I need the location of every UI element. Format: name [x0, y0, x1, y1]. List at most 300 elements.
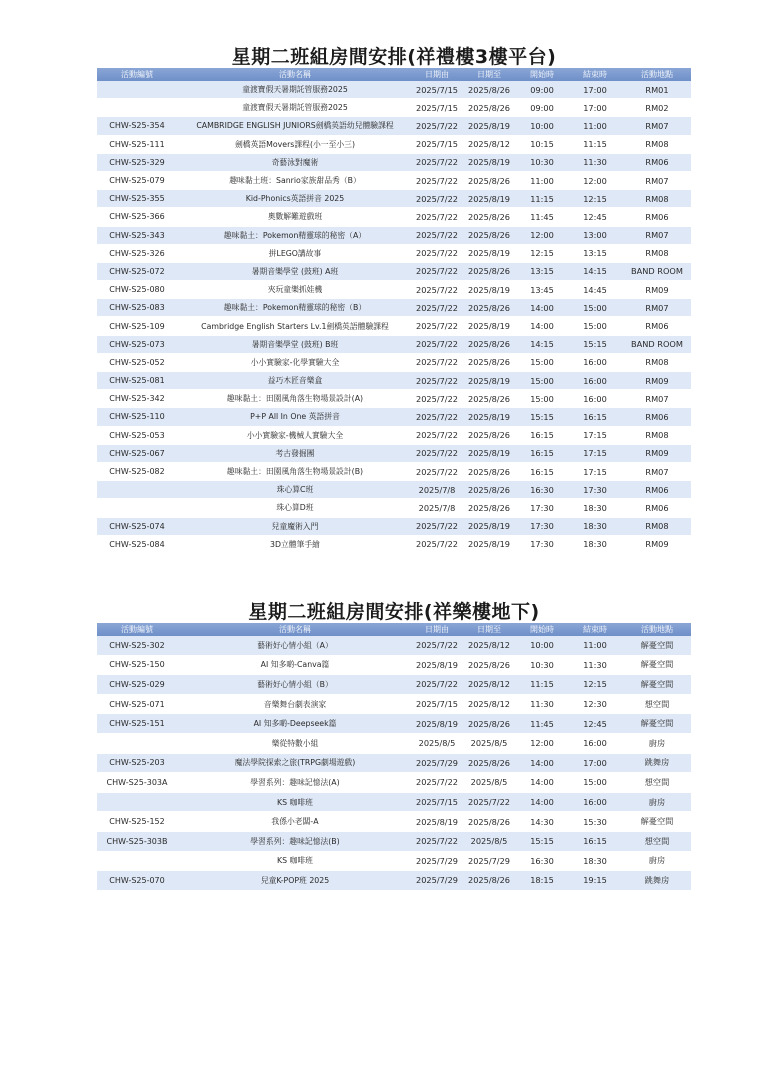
- cell-end-time: 17:30: [567, 481, 623, 499]
- cell-start-time: 14:30: [517, 812, 567, 832]
- cell-date-to: 2025/8/12: [461, 636, 517, 655]
- header-activity-code: 活動編號: [97, 623, 177, 636]
- cell-end-time: 11:30: [567, 655, 623, 675]
- cell-start-time: 10:00: [517, 636, 567, 655]
- table-row: [97, 99, 691, 117]
- cell-activity-code: [97, 733, 177, 753]
- table-row: [97, 851, 691, 871]
- cell-date-from: 2025/7/22: [413, 535, 461, 553]
- cell-start-time: 16:30: [517, 481, 567, 499]
- header-activity-name: 活動名稱: [177, 623, 413, 636]
- table-header-row: [97, 623, 691, 636]
- cell-date-to: 2025/8/19: [461, 517, 517, 535]
- cell-end-time: 11:00: [567, 117, 623, 135]
- table-row: [97, 773, 691, 793]
- cell-activity-name: 趣味黏土：田園風角落生物場景設計(A): [177, 390, 413, 408]
- cell-date-from: 2025/7/22: [413, 372, 461, 390]
- cell-activity-name: 藝術好心情小組（A）: [177, 636, 413, 655]
- cell-date-to: 2025/8/26: [461, 353, 517, 371]
- section-title: 星期二班組房間安排(祥禮樓3樓平台): [231, 46, 557, 68]
- cell-date-from: 2025/7/15: [413, 135, 461, 153]
- cell-date-from: 2025/7/8: [413, 499, 461, 517]
- cell-activity-code: CHW-S25-111: [97, 135, 177, 153]
- table-row: [97, 517, 691, 535]
- cell-start-time: 11:30: [517, 694, 567, 714]
- cell-start-time: 12:15: [517, 244, 567, 262]
- table-row: [97, 675, 691, 695]
- cell-start-time: 14:00: [517, 753, 567, 773]
- cell-location: RM06: [623, 153, 691, 171]
- cell-date-from: 2025/7/22: [413, 299, 461, 317]
- cell-activity-code: CHW-S25-080: [97, 281, 177, 299]
- cell-end-time: 18:30: [567, 535, 623, 553]
- cell-location: 想空間: [623, 773, 691, 793]
- cell-date-from: 2025/7/15: [413, 81, 461, 99]
- cell-location: RM06: [623, 499, 691, 517]
- cell-start-time: 14:00: [517, 317, 567, 335]
- cell-activity-name: 暑期音樂學堂 (鼓班) A班: [177, 262, 413, 280]
- cell-date-to: 2025/8/26: [461, 81, 517, 99]
- schedule-table: [97, 68, 691, 554]
- cell-activity-code: CHW-S25-343: [97, 226, 177, 244]
- cell-location: RM07: [623, 171, 691, 189]
- cell-date-to: 2025/8/12: [461, 135, 517, 153]
- cell-activity-name: CAMBRIDGE ENGLISH JUNIORS劍橋英語幼兒體驗課程: [177, 117, 413, 135]
- cell-end-time: 12:45: [567, 714, 623, 734]
- cell-end-time: 15:00: [567, 317, 623, 335]
- cell-date-to: 2025/8/19: [461, 535, 517, 553]
- cell-end-time: 12:15: [567, 190, 623, 208]
- cell-date-from: 2025/7/22: [413, 444, 461, 462]
- table-row: [97, 317, 691, 335]
- cell-activity-name: 小小實驗家-機械人實驗大全: [177, 426, 413, 444]
- cell-start-time: 14:00: [517, 299, 567, 317]
- cell-start-time: 15:00: [517, 353, 567, 371]
- cell-date-to: 2025/8/26: [461, 871, 517, 891]
- cell-date-to: 2025/8/5: [461, 773, 517, 793]
- cell-date-from: 2025/7/22: [413, 226, 461, 244]
- cell-end-time: 12:45: [567, 208, 623, 226]
- schedule-table: [97, 623, 691, 891]
- cell-activity-code: CHW-S25-082: [97, 462, 177, 480]
- cell-activity-code: CHW-S25-342: [97, 390, 177, 408]
- cell-activity-name: 童渡寶假天暑期託管服務2025: [177, 81, 413, 99]
- cell-activity-code: CHW-S25-366: [97, 208, 177, 226]
- cell-location: RM08: [623, 135, 691, 153]
- cell-end-time: 15:00: [567, 299, 623, 317]
- table-row: [97, 190, 691, 208]
- cell-end-time: 16:00: [567, 390, 623, 408]
- cell-activity-name: 珠心算C班: [177, 481, 413, 499]
- cell-location: RM08: [623, 353, 691, 371]
- cell-end-time: 18:30: [567, 499, 623, 517]
- cell-location: BAND ROOM: [623, 262, 691, 280]
- header-activity-code: 活動編號: [97, 68, 177, 81]
- cell-date-from: 2025/7/22: [413, 244, 461, 262]
- table-row: [97, 655, 691, 675]
- cell-date-to: 2025/8/26: [461, 99, 517, 117]
- cell-location: RM06: [623, 317, 691, 335]
- cell-date-from: 2025/7/29: [413, 871, 461, 891]
- schedule-section-2: [97, 597, 691, 891]
- cell-end-time: 13:00: [567, 226, 623, 244]
- cell-date-from: 2025/7/22: [413, 335, 461, 353]
- cell-activity-name: 樂從特數小組: [177, 733, 413, 753]
- cell-activity-code: CHW-S25-081: [97, 372, 177, 390]
- cell-activity-code: CHW-S25-074: [97, 517, 177, 535]
- cell-activity-name: 音樂舞台劇表演家: [177, 694, 413, 714]
- cell-date-from: 2025/7/22: [413, 773, 461, 793]
- cell-activity-code: [97, 99, 177, 117]
- table-row: [97, 535, 691, 553]
- cell-end-time: 11:00: [567, 636, 623, 655]
- cell-date-to: 2025/8/26: [461, 714, 517, 734]
- cell-start-time: 11:15: [517, 675, 567, 695]
- cell-location: RM07: [623, 226, 691, 244]
- cell-start-time: 12:00: [517, 226, 567, 244]
- cell-start-time: 16:15: [517, 462, 567, 480]
- cell-date-to: 2025/8/26: [461, 426, 517, 444]
- cell-date-to: 2025/8/19: [461, 244, 517, 262]
- cell-end-time: 12:00: [567, 171, 623, 189]
- cell-start-time: 14:00: [517, 773, 567, 793]
- cell-end-time: 16:00: [567, 792, 623, 812]
- table-row: [97, 444, 691, 462]
- header-date-from: 日期由: [413, 68, 461, 81]
- header-location: 活動地點: [623, 68, 691, 81]
- cell-location: 跳舞房: [623, 871, 691, 891]
- table-row: [97, 792, 691, 812]
- cell-date-to: 2025/8/26: [461, 390, 517, 408]
- cell-start-time: 11:45: [517, 208, 567, 226]
- cell-activity-code: CHW-S25-150: [97, 655, 177, 675]
- cell-location: 解憂空間: [623, 812, 691, 832]
- cell-activity-name: 奇藝泳對魔術: [177, 153, 413, 171]
- cell-activity-code: CHW-S25-303B: [97, 831, 177, 851]
- cell-date-from: 2025/7/22: [413, 281, 461, 299]
- cell-activity-code: CHW-S25-109: [97, 317, 177, 335]
- cell-date-to: 2025/8/26: [461, 226, 517, 244]
- cell-date-from: 2025/7/15: [413, 694, 461, 714]
- cell-activity-code: CHW-S25-152: [97, 812, 177, 832]
- cell-activity-code: [97, 481, 177, 499]
- cell-location: 解憂空間: [623, 655, 691, 675]
- cell-location: RM08: [623, 426, 691, 444]
- cell-date-from: 2025/7/22: [413, 517, 461, 535]
- cell-end-time: 17:15: [567, 444, 623, 462]
- cell-activity-name: 劍橋英語Movers課程(小一至小三): [177, 135, 413, 153]
- cell-date-to: 2025/8/26: [461, 655, 517, 675]
- cell-location: 解憂空間: [623, 636, 691, 655]
- cell-location: BAND ROOM: [623, 335, 691, 353]
- cell-end-time: 12:15: [567, 675, 623, 695]
- cell-activity-code: CHW-S25-203: [97, 753, 177, 773]
- table-row: [97, 171, 691, 189]
- cell-date-from: 2025/7/22: [413, 153, 461, 171]
- cell-activity-code: CHW-S25-053: [97, 426, 177, 444]
- header-date-to: 日期至: [461, 623, 517, 636]
- cell-activity-code: CHW-S25-073: [97, 335, 177, 353]
- cell-location: RM06: [623, 208, 691, 226]
- cell-activity-code: CHW-S25-072: [97, 262, 177, 280]
- table-row: [97, 694, 691, 714]
- cell-location: RM09: [623, 444, 691, 462]
- table-row: [97, 426, 691, 444]
- cell-activity-name: 3D立體筆手繪: [177, 535, 413, 553]
- section-title: 星期二班組房間安排(祥樂樓地下): [248, 601, 540, 623]
- cell-activity-code: CHW-S25-354: [97, 117, 177, 135]
- cell-activity-code: [97, 792, 177, 812]
- cell-date-from: 2025/7/15: [413, 792, 461, 812]
- cell-activity-name: Cambridge English Starters Lv.1劍橋英語體驗課程: [177, 317, 413, 335]
- table-row: [97, 636, 691, 655]
- table-row: [97, 408, 691, 426]
- cell-activity-code: CHW-S25-355: [97, 190, 177, 208]
- cell-location: 解憂空間: [623, 675, 691, 695]
- cell-start-time: 09:00: [517, 81, 567, 99]
- table-row: [97, 153, 691, 171]
- cell-date-from: 2025/7/22: [413, 462, 461, 480]
- cell-end-time: 15:30: [567, 812, 623, 832]
- cell-start-time: 17:30: [517, 535, 567, 553]
- cell-activity-name: 趣味黏土：Pokemon精靈球的秘密（B）: [177, 299, 413, 317]
- table-row: [97, 733, 691, 753]
- cell-start-time: 16:30: [517, 851, 567, 871]
- header-start-time: 開始時: [517, 68, 567, 81]
- cell-date-to: 2025/8/26: [461, 171, 517, 189]
- cell-start-time: 16:15: [517, 444, 567, 462]
- cell-activity-name: 暑期音樂學堂 (鼓班) B班: [177, 335, 413, 353]
- cell-activity-code: CHW-S25-326: [97, 244, 177, 262]
- cell-date-from: 2025/7/8: [413, 481, 461, 499]
- cell-date-to: 2025/8/26: [461, 208, 517, 226]
- cell-location: 廚房: [623, 851, 691, 871]
- header-activity-name: 活動名稱: [177, 68, 413, 81]
- cell-activity-code: CHW-S25-029: [97, 675, 177, 695]
- cell-activity-name: 考古發掘團: [177, 444, 413, 462]
- cell-start-time: 15:15: [517, 831, 567, 851]
- cell-activity-name: AI 知多啲-Deepseek篇: [177, 714, 413, 734]
- cell-activity-name: 魔法學院探索之旅(TRPG劇場遊戲): [177, 753, 413, 773]
- cell-activity-name: 小小實驗家-化學實驗大全: [177, 353, 413, 371]
- cell-date-to: 2025/7/22: [461, 792, 517, 812]
- cell-end-time: 16:15: [567, 831, 623, 851]
- cell-start-time: 15:00: [517, 390, 567, 408]
- cell-date-to: 2025/7/29: [461, 851, 517, 871]
- cell-end-time: 19:15: [567, 871, 623, 891]
- cell-activity-name: 趣味黏土：田園風角落生物場景設計(B): [177, 462, 413, 480]
- cell-end-time: 13:15: [567, 244, 623, 262]
- cell-activity-code: CHW-S25-067: [97, 444, 177, 462]
- cell-start-time: 10:30: [517, 655, 567, 675]
- table-row: [97, 462, 691, 480]
- cell-location: RM06: [623, 481, 691, 499]
- cell-date-from: 2025/8/19: [413, 714, 461, 734]
- cell-end-time: 15:15: [567, 335, 623, 353]
- cell-date-to: 2025/8/19: [461, 281, 517, 299]
- cell-location: RM08: [623, 190, 691, 208]
- cell-date-to: 2025/8/19: [461, 317, 517, 335]
- cell-activity-name: 益巧木匠音樂盒: [177, 372, 413, 390]
- cell-location: RM09: [623, 372, 691, 390]
- cell-start-time: 13:15: [517, 262, 567, 280]
- cell-date-from: 2025/8/19: [413, 812, 461, 832]
- table-row: [97, 226, 691, 244]
- cell-activity-name: 奧數解難遊戲班: [177, 208, 413, 226]
- table-row: [97, 208, 691, 226]
- cell-start-time: 15:15: [517, 408, 567, 426]
- cell-activity-name: 我係小老闆-A: [177, 812, 413, 832]
- cell-date-from: 2025/7/22: [413, 390, 461, 408]
- cell-date-from: 2025/7/22: [413, 636, 461, 655]
- cell-start-time: 17:30: [517, 517, 567, 535]
- cell-activity-code: CHW-S25-083: [97, 299, 177, 317]
- cell-activity-code: [97, 81, 177, 99]
- cell-activity-name: AI 知多啲-Canva篇: [177, 655, 413, 675]
- cell-location: RM07: [623, 299, 691, 317]
- header-date-to: 日期至: [461, 68, 517, 81]
- cell-start-time: 10:00: [517, 117, 567, 135]
- cell-date-from: 2025/7/15: [413, 99, 461, 117]
- cell-date-to: 2025/8/26: [461, 812, 517, 832]
- cell-date-to: 2025/8/5: [461, 733, 517, 753]
- cell-activity-name: 童渡寶假天暑期託管服務2025: [177, 99, 413, 117]
- cell-date-to: 2025/8/19: [461, 444, 517, 462]
- cell-activity-code: CHW-S25-151: [97, 714, 177, 734]
- table-row: [97, 262, 691, 280]
- table-header-row: [97, 68, 691, 81]
- cell-date-to: 2025/8/26: [461, 753, 517, 773]
- cell-location: RM09: [623, 281, 691, 299]
- cell-start-time: 10:15: [517, 135, 567, 153]
- cell-start-time: 16:15: [517, 426, 567, 444]
- cell-date-from: 2025/7/22: [413, 171, 461, 189]
- cell-date-to: 2025/8/26: [461, 462, 517, 480]
- cell-location: RM09: [623, 535, 691, 553]
- table-row: [97, 335, 691, 353]
- cell-date-from: 2025/7/22: [413, 353, 461, 371]
- cell-end-time: 17:00: [567, 81, 623, 99]
- cell-start-time: 17:30: [517, 499, 567, 517]
- cell-location: 想空間: [623, 694, 691, 714]
- cell-date-to: 2025/8/19: [461, 408, 517, 426]
- table-row: [97, 714, 691, 734]
- cell-location: RM06: [623, 408, 691, 426]
- cell-start-time: 10:30: [517, 153, 567, 171]
- cell-date-to: 2025/8/19: [461, 117, 517, 135]
- table-row: [97, 812, 691, 832]
- cell-location: RM08: [623, 517, 691, 535]
- cell-date-to: 2025/8/26: [461, 299, 517, 317]
- cell-activity-code: CHW-S25-329: [97, 153, 177, 171]
- cell-end-time: 12:30: [567, 694, 623, 714]
- table-row: [97, 372, 691, 390]
- cell-location: RM01: [623, 81, 691, 99]
- cell-location: 廚房: [623, 733, 691, 753]
- cell-date-from: 2025/7/22: [413, 317, 461, 335]
- cell-activity-code: [97, 851, 177, 871]
- cell-start-time: 18:15: [517, 871, 567, 891]
- cell-start-time: 13:45: [517, 281, 567, 299]
- cell-end-time: 16:00: [567, 372, 623, 390]
- cell-activity-code: CHW-S25-110: [97, 408, 177, 426]
- cell-date-from: 2025/7/22: [413, 408, 461, 426]
- table-row: [97, 481, 691, 499]
- cell-activity-name: 趣味黏土班：Sanrio家族甜品秀（B）: [177, 171, 413, 189]
- cell-end-time: 14:45: [567, 281, 623, 299]
- cell-activity-name: KS 咖啡班: [177, 792, 413, 812]
- table-row: [97, 81, 691, 99]
- cell-start-time: 12:00: [517, 733, 567, 753]
- table-row: [97, 390, 691, 408]
- cell-date-from: 2025/7/22: [413, 831, 461, 851]
- cell-end-time: 16:00: [567, 353, 623, 371]
- cell-end-time: 18:30: [567, 851, 623, 871]
- cell-start-time: 11:00: [517, 171, 567, 189]
- cell-date-from: 2025/7/29: [413, 753, 461, 773]
- cell-activity-name: 拼LEGO講故事: [177, 244, 413, 262]
- cell-end-time: 11:15: [567, 135, 623, 153]
- cell-end-time: 17:00: [567, 753, 623, 773]
- table-row: [97, 281, 691, 299]
- cell-activity-code: CHW-S25-071: [97, 694, 177, 714]
- cell-activity-code: CHW-S25-052: [97, 353, 177, 371]
- schedule-section-1: [97, 42, 691, 554]
- table-row: [97, 117, 691, 135]
- cell-end-time: 16:15: [567, 408, 623, 426]
- table-row: [97, 871, 691, 891]
- cell-start-time: 09:00: [517, 99, 567, 117]
- cell-date-to: 2025/8/19: [461, 153, 517, 171]
- cell-end-time: 17:00: [567, 99, 623, 117]
- cell-date-to: 2025/8/19: [461, 190, 517, 208]
- cell-date-from: 2025/7/29: [413, 851, 461, 871]
- cell-location: RM07: [623, 117, 691, 135]
- cell-activity-name: 夾玩童樂抓娃機: [177, 281, 413, 299]
- header-end-time: 結束時: [567, 68, 623, 81]
- cell-date-from: 2025/8/19: [413, 655, 461, 675]
- cell-location: 跳舞房: [623, 753, 691, 773]
- cell-activity-name: 趣味黏土：Pokemon精靈球的秘密（A）: [177, 226, 413, 244]
- cell-activity-code: CHW-S25-079: [97, 171, 177, 189]
- cell-location: 想空間: [623, 831, 691, 851]
- table-row: [97, 135, 691, 153]
- cell-date-from: 2025/7/22: [413, 675, 461, 695]
- cell-activity-code: [97, 499, 177, 517]
- cell-end-time: 15:00: [567, 773, 623, 793]
- cell-activity-name: Kid-Phonics英語拼音 2025: [177, 190, 413, 208]
- cell-date-to: 2025/8/26: [461, 335, 517, 353]
- cell-end-time: 17:15: [567, 462, 623, 480]
- cell-date-to: 2025/8/12: [461, 694, 517, 714]
- cell-date-from: 2025/8/5: [413, 733, 461, 753]
- cell-date-from: 2025/7/22: [413, 117, 461, 135]
- cell-start-time: 15:00: [517, 372, 567, 390]
- cell-date-to: 2025/8/26: [461, 499, 517, 517]
- cell-activity-code: CHW-S25-070: [97, 871, 177, 891]
- cell-end-time: 14:15: [567, 262, 623, 280]
- cell-end-time: 18:30: [567, 517, 623, 535]
- cell-activity-code: CHW-S25-084: [97, 535, 177, 553]
- cell-location: RM08: [623, 244, 691, 262]
- cell-activity-code: CHW-S25-302: [97, 636, 177, 655]
- header-date-from: 日期由: [413, 623, 461, 636]
- cell-end-time: 11:30: [567, 153, 623, 171]
- cell-date-to: 2025/8/26: [461, 262, 517, 280]
- cell-date-from: 2025/7/22: [413, 190, 461, 208]
- cell-activity-name: 兒童魔術入門: [177, 517, 413, 535]
- cell-start-time: 14:15: [517, 335, 567, 353]
